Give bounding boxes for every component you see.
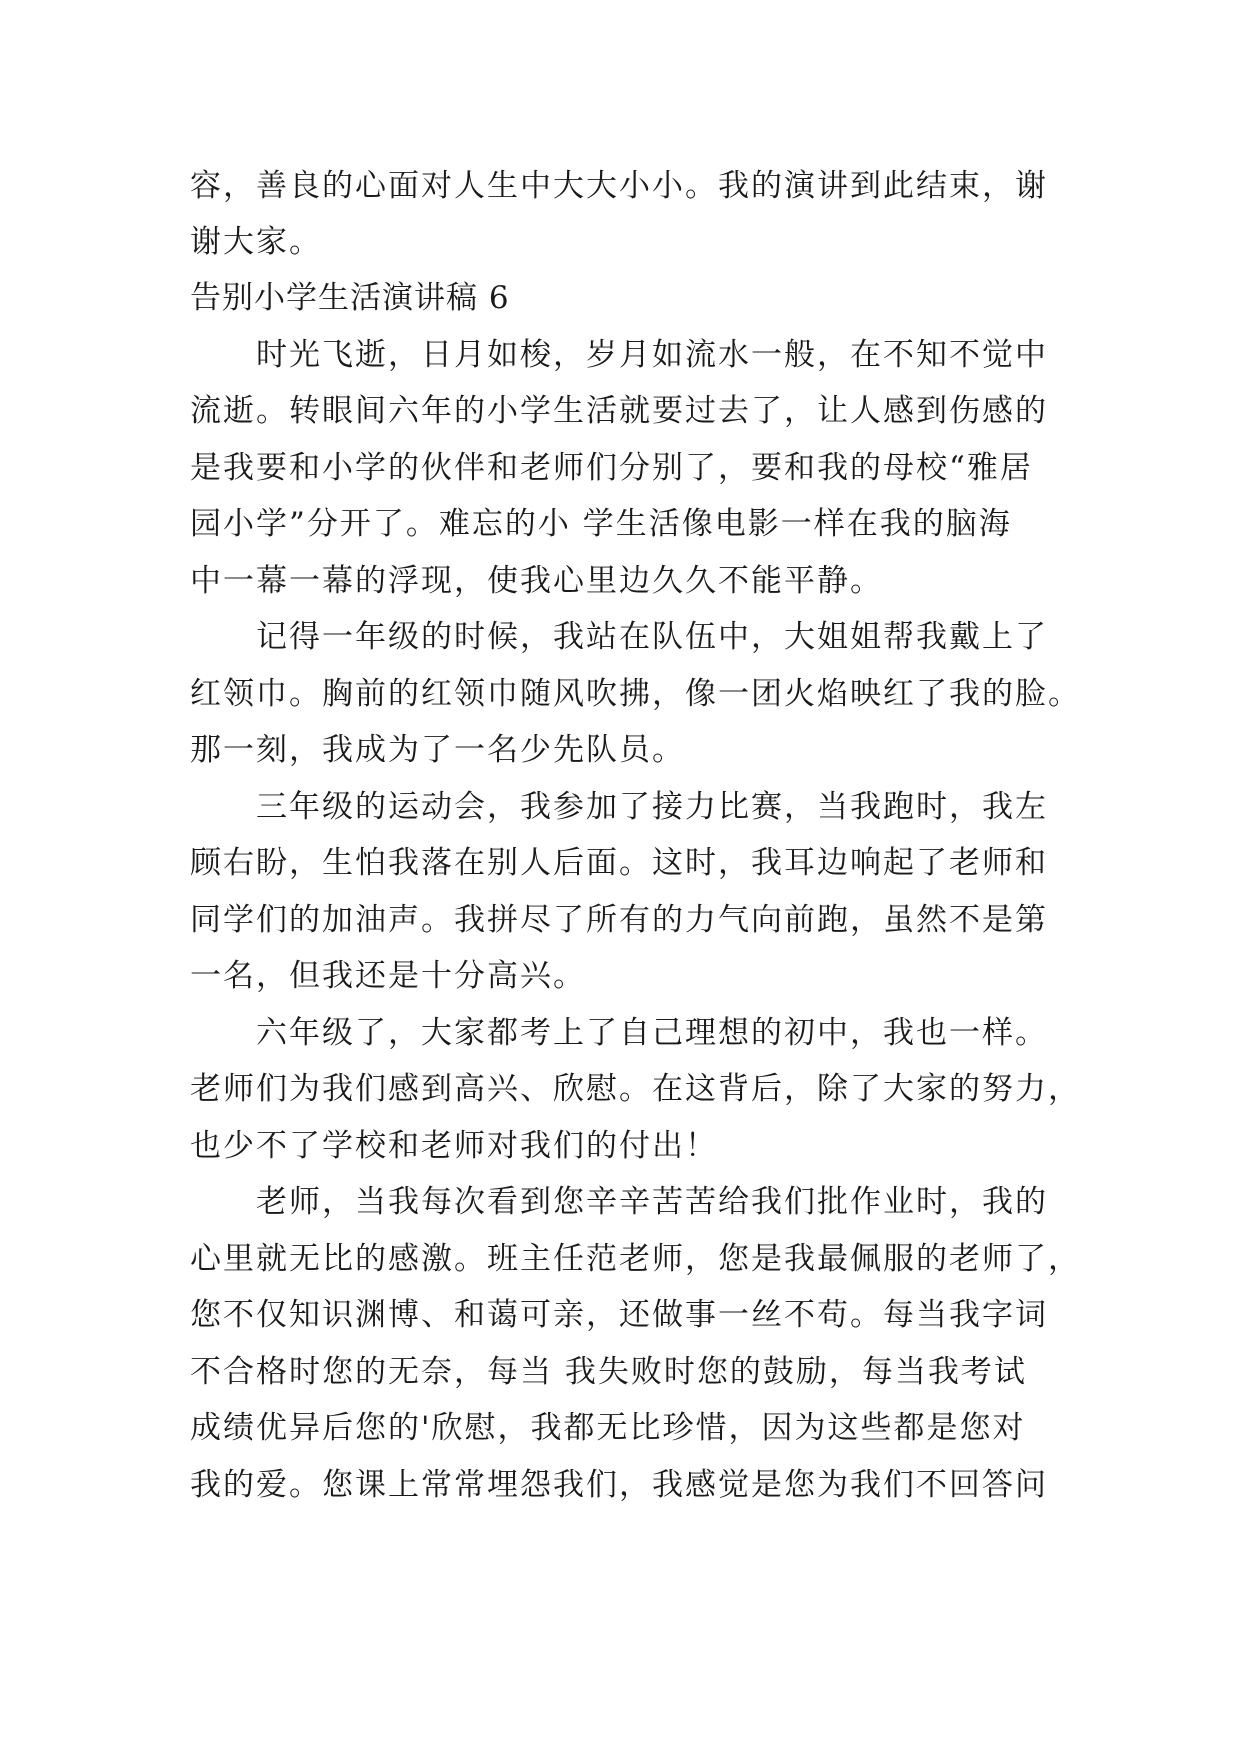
paragraph-first-line: 三年级的运动会，我参加了接力比赛，当我跑时，我左 (256, 789, 1048, 825)
text-line: 流逝。转眼间六年的小学生活就要过去了，让人感到伤感的 (190, 393, 1048, 429)
text-line: 成绩优异后您的'欣慰，我都无比珍惜，因为这些都是您对 (190, 1410, 1026, 1446)
text-line: 谢大家。 (190, 224, 322, 260)
text-line: 园小学”分开了。难忘的小 学生活像电影一样在我的脑海 (190, 506, 1012, 542)
paragraph-first-line: 时光飞逝，日月如梭，岁月如流水一般，在不知不觉中 (256, 337, 1048, 373)
text-line: 同学们的加油声。我拼尽了所有的力气向前跑，虽然不是第 (190, 902, 1048, 938)
text-line: 老师们为我们感到高兴、欣慰。在这背后，除了大家的努力， (190, 1071, 1081, 1107)
text-line: 红领巾。胸前的红领巾随风吹拂，像一团火焰映红了我的脸。 (190, 676, 1081, 712)
text-line: 那一刻，我成为了一名少先队员。 (190, 732, 685, 768)
text-line: 一名，但我还是十分高兴。 (190, 958, 586, 994)
text-line: 中一幕一幕的浮现，使我心里边久久不能平静。 (190, 563, 883, 599)
text-line: 我的爱。您课上常常埋怨我们，我感觉是您为我们不回答问 (190, 1467, 1048, 1503)
text-line: 容，善良的心面对人生中大大小小。我的演讲到此结束，谢 (190, 168, 1048, 204)
text-line: 您不仅知识渊博、和蔼可亲，还做事一丝不苟。每当我字词 (190, 1297, 1048, 1333)
paragraph-first-line: 记得一年级的时候，我站在队伍中，大姐姐帮我戴上了 (256, 619, 1048, 655)
paragraph-first-line: 六年级了，大家都考上了自己理想的初中，我也一样。 (256, 1015, 1048, 1051)
text-line: 是我要和小学的伙伴和老师们分别了，要和我的母校“雅居 (190, 450, 1033, 486)
paragraph-first-line: 老师，当我每次看到您辛辛苦苦给我们批作业时，我的 (256, 1184, 1048, 1220)
text-line: 心里就无比的感激。班主任范老师，您是我最佩服的老师了， (190, 1241, 1081, 1277)
text-line: 顾右盼，生怕我落在别人后面。这时，我耳边响起了老师和 (190, 845, 1048, 881)
text-line: 也少不了学校和老师对我们的付出！ (190, 1128, 718, 1164)
text-line: 不合格时您的无奈，每当 我失败时您的鼓励，每当我考试 (190, 1354, 1027, 1390)
section-title: 告别小学生活演讲稿 6 (190, 280, 510, 316)
